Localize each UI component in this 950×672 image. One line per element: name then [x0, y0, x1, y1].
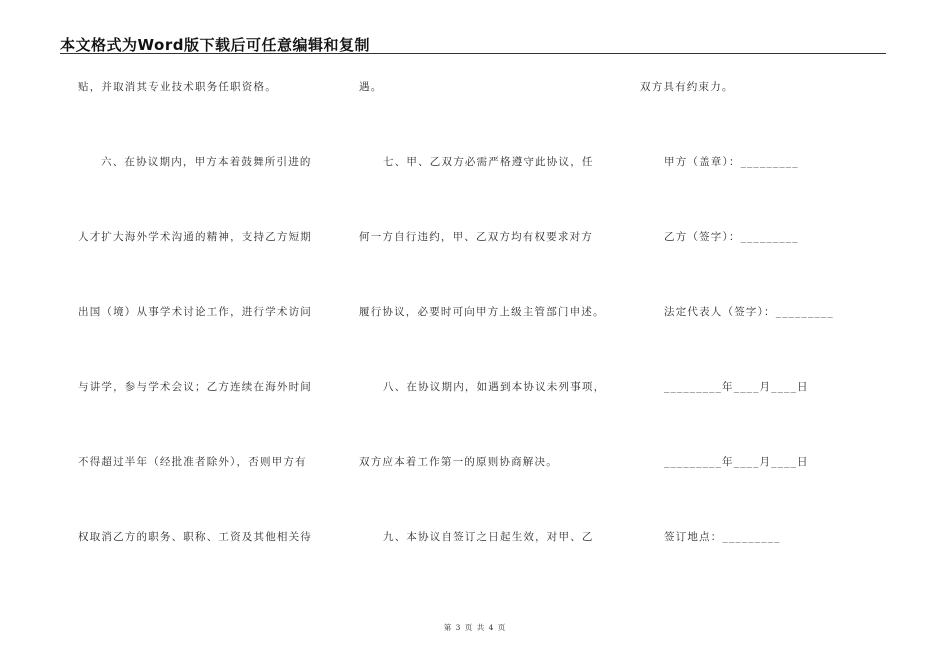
date-line: _________年____月____日	[664, 456, 809, 468]
date-line: _________年____月____日	[664, 381, 809, 393]
signature-line-party-b: 乙方（签字）：_________	[664, 231, 799, 243]
text-line: 八、在协议期内，如遇到本协议未列事项，	[383, 381, 606, 393]
text-line: 人才扩大海外学术沟通的精神，支持乙方短期	[78, 231, 312, 243]
text-line: 遇。	[359, 81, 383, 93]
text-line: 与讲学，参与学术会议；乙方连续在海外时间	[78, 381, 312, 393]
document-header-title: 本文格式为Word版下载后可任意编辑和复制	[60, 36, 370, 54]
text-line: 双方应本着工作第一的原则协商解决。	[359, 456, 558, 468]
text-line: 权取消乙方的职务、职称、工资及其他相关待	[78, 531, 312, 543]
text-line: 履行协议，必要时可向甲方上级主管部门申述。	[359, 306, 605, 318]
text-line: 六、在协议期内，甲方本着鼓舞所引进的	[101, 156, 312, 168]
signature-line-legal-rep: 法定代表人（签字）：_________	[664, 306, 834, 318]
text-line: 不得超过半年（经批准者除外），否则甲方有	[78, 456, 307, 468]
text-line: 何一方自行违约，甲、乙双方均有权要求对方	[359, 231, 593, 243]
signing-location-line: 签订地点：_________	[664, 531, 781, 543]
text-line: 九、本协议自签订之日起生效，对甲、乙	[383, 531, 594, 543]
text-line: 双方具有约束力。	[640, 81, 734, 93]
signature-line-party-a: 甲方（盖章）：_________	[664, 156, 799, 168]
text-line: 七、甲、乙双方必需严格遵守此协议，任	[383, 156, 594, 168]
text-line: 出国（境）从事学术讨论工作，进行学术访问	[78, 306, 312, 318]
page-number: 第 3 页 共 4 页	[443, 623, 507, 632]
text-line: 贴，并取消其专业技术职务任职资格。	[78, 81, 277, 93]
header-divider	[60, 53, 886, 54]
